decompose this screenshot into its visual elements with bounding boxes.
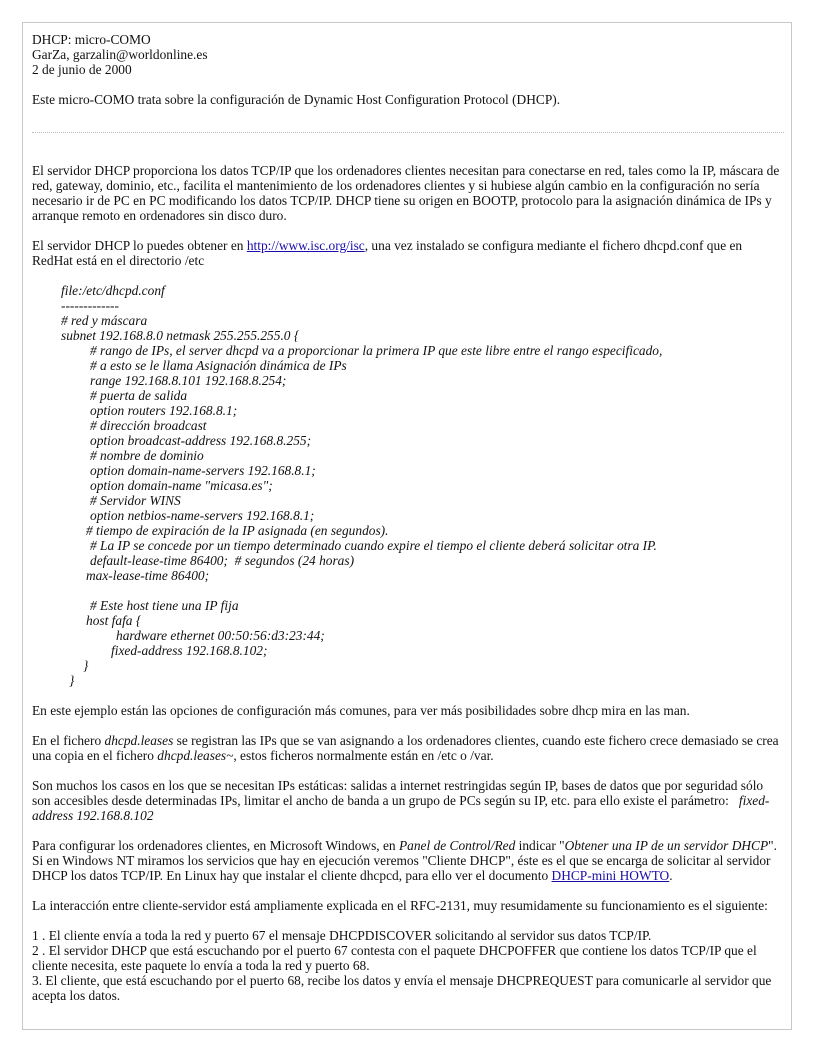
obtain-paragraph (32, 238, 784, 268)
code-line: # a esto se le llama Asignación dinámica de IPs (90, 358, 347, 373)
code-line: option domain-name "micasa.es"; (90, 478, 273, 493)
static-ip-paragraph (32, 778, 784, 823)
code-line: # La IP se concede por un tiempo determinado cuando expire el tiempo el cliente deberá solicitar otra IP. (90, 538, 657, 553)
code-line: # dirección broadcast (90, 418, 207, 433)
leases-paragraph (32, 733, 784, 763)
code-line: # rango de IPs, el server dhcpd va a proporcionar la primera IP que este libre entre el rango especificado, (90, 343, 663, 358)
doc-title: DHCP: micro-COMO (32, 32, 151, 47)
leases-backup-filename: dhcpd.leases~ (157, 748, 234, 763)
dhcp-mini-howto-link[interactable]: DHCP-mini HOWTO (551, 868, 670, 883)
clients-text-4: . (669, 868, 673, 883)
code-line: ------------- (61, 298, 119, 313)
code-line: # tiempo de expiración de la IP asignada (en segundos). (86, 523, 389, 538)
code-line: # nombre de dominio (90, 448, 204, 463)
code-line: option routers 192.168.8.1; (90, 403, 238, 418)
control-panel-path: Panel de Control/Red (398, 838, 516, 853)
clients-text-3: ". Si en Windows NT miramos los servicios que hay en ejecución veremos "Cliente DHCP", éste es el que se encarga de solicitar al servidor DHCP los datos TCP/IP. En Linux hay que instalar el cliente dhcpcd, para ello ver el documento (32, 838, 777, 883)
code-line: # Servidor WINS (90, 493, 181, 508)
doc-author: GarZa, garzalin@worldonline.es (32, 47, 208, 62)
code-line: subnet 192.168.8.0 netmask 255.255.255.0 { (61, 328, 300, 343)
code-line: # red y máscara (61, 313, 148, 328)
clients-text-2: indicar " (515, 838, 565, 853)
step-3: 3. El cliente, que está escuchando por el puerto 68, recibe los datos y envía el mensaje DHCPREQUEST para comunicarle al servidor que acepta los datos. (32, 973, 772, 1003)
code-line: } (83, 658, 89, 673)
doc-date: 2 de junio de 2000 (32, 62, 132, 77)
code-line: # puerta de salida (90, 388, 188, 403)
obtain-text-post: , una vez instalado se configura mediante el fichero dhcpd.conf que en RedHat está en el directorio /etc (32, 238, 743, 268)
static-ip-text: Son muchos los casos en los que se necesitan IPs estáticas: salidas a internet restringidas según IP, bases de datos que por seguridad sólo son accesibles desde determinadas IPs, limitar el ancho de banda a un grupo de PCs según su IP, etc. para ello existe el parámetro: (32, 778, 764, 808)
isc-link[interactable]: http://www.isc.org/isc (246, 238, 365, 253)
code-line: option domain-name-servers 192.168.8.1; (90, 463, 316, 478)
document-body (32, 32, 784, 1003)
leases-text-mid: se registran las IPs que se van asignando a los ordenadores clientes, cuando este fichero crece demasiado se crea una copia en el fichero (32, 733, 779, 763)
step-1: 1 . El cliente envía a toda la red y puerto 67 el mensaje DHCPDISCOVER solicitando al servidor sus datos TCP/IP. (32, 928, 652, 943)
doc-abstract: Este micro-COMO trata sobre la configuración de Dynamic Host Configuration Protocol (DHCP). (32, 92, 561, 107)
code-line: option netbios-name-servers 192.168.8.1; (90, 508, 315, 523)
obtain-text-pre: El servidor DHCP lo puedes obtener en (32, 238, 247, 253)
intro-paragraph: El servidor DHCP proporciona los datos TCP/IP que los ordenadores clientes necesitan para conectarse en red, tales como la IP, máscara de red, gateway, dominio, etc., facilita el mantenimiento de los ordenadores clientes y si hubiese algún cambio en la configuración no sería necesario ir de PC en PC modificando los datos TCP/IP. DHCP tiene su origen en BOOTP, protocolo para la asignación dinámica de IPs y arranque remoto en ordenadores sin disco duro. (32, 163, 780, 223)
code-line: option broadcast-address 192.168.8.255; (90, 433, 312, 448)
code-line: file:/etc/dhcpd.conf (61, 283, 165, 298)
code-line: hardware ethernet 00:50:56:d3:23:44; (116, 628, 325, 643)
code-line: fixed-address 192.168.8.102; (111, 643, 268, 658)
code-line: range 192.168.8.101 192.168.8.254; (90, 373, 287, 388)
document-frame (22, 22, 792, 1030)
interaction-paragraph: La interacción entre cliente-servidor está ampliamente explicada en el RFC-2131, muy resumidamente su funcionamiento es el siguiente: (32, 898, 768, 913)
clients-text-1: Para configurar los ordenadores clientes, en Microsoft Windows, en (32, 838, 399, 853)
clients-paragraph (32, 838, 784, 883)
code-line: # Este host tiene una IP fija (90, 598, 239, 613)
example-note: En este ejemplo están las opciones de configuración más comunes, para ver más posibilidades sobre dhcp mira en las man. (32, 703, 690, 718)
config-code-block (32, 283, 784, 688)
code-line: max-lease-time 86400; (86, 568, 210, 583)
step-2: 2 . El servidor DHCP que está escuchando por el puerto 67 contesta con el paquete DHCPOFFER que contiene los datos TCP/IP que el cliente necesita, este paquete lo envía a toda la red y puerto 68. (32, 943, 757, 973)
fixed-address-param: fixed-address 192.168.8.102 (32, 793, 770, 823)
code-line: } (69, 673, 75, 688)
leases-text-pre: En el fichero (32, 733, 105, 748)
dhcp-option-label: Obtener una IP de un servidor DHCP (564, 838, 769, 853)
code-line: host fafa { (86, 613, 142, 628)
code-line: default-lease-time 86400; # segundos (24 horas) (90, 553, 355, 568)
leases-filename: dhcpd.leases (104, 733, 174, 748)
leases-text-post: , estos ficheros normalmente están en /etc o /var. (233, 748, 494, 763)
